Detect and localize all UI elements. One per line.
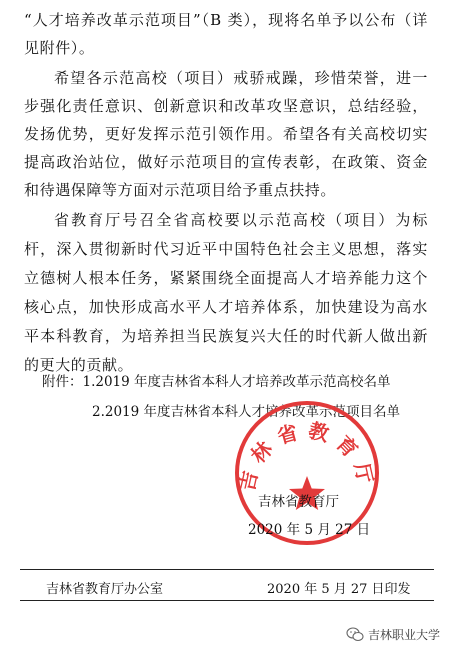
signature-org: 吉林省教育厅 [258, 494, 339, 510]
attachment-line-1 [42, 372, 391, 392]
paragraph-hope: 希望各示范高校（项目）戒骄戒躁，珍惜荣誉，进一步强化责任意识、创新意识和改革攻坚意识，总结经验，发扬优势，更好发挥示范引领作用。希望各有关高校切实提高政治站位，做好示范项目的宣传表彰，在政策、资金和待遇保障等方面对示范项目给予重点扶持。 [24, 69, 428, 199]
footer-office: 吉林省教育厅办公室 [46, 582, 164, 597]
watermark-text: 吉林职业大学 [368, 628, 441, 642]
footer-rule-bottom [20, 600, 434, 601]
attachment-item-1[interactable]: 1.2019 年度吉林省本科人才培养改革示范高校名单 [82, 374, 391, 390]
seal-text: 吉林省教育厅 [234, 417, 380, 494]
wechat-watermark [346, 626, 440, 643]
attachment-label: 附件： [42, 374, 83, 390]
paragraph-call: 省教育厅号召全省高校要以示范高校（项目）为标杆，深入贯彻新时代习近平中国特色社会主义思想，落实立德树人根本任务，紧紧围绕全面提高人才培养能力这个核心点，加快形成高水平人才培养体系，加快建设为高水平本科教育，为培养担当民族复兴大任的时代新人做出新的更大的贡献。 [24, 211, 428, 374]
footer-issued-date: 2020 年 5 月 27 日印发 [267, 582, 411, 597]
signature-date: 2020 年 5 月 27 日 [248, 522, 371, 538]
wechat-icon [346, 627, 364, 642]
footer-rule-top [20, 569, 434, 570]
attachment-item-2[interactable]: 2.2019 年度吉林省本科人才培养改革示范项目名单 [92, 404, 401, 420]
paragraph-intro: “人才培养改革示范项目”（B 类），现将名单予以公布（详见附件）。 [24, 11, 428, 57]
